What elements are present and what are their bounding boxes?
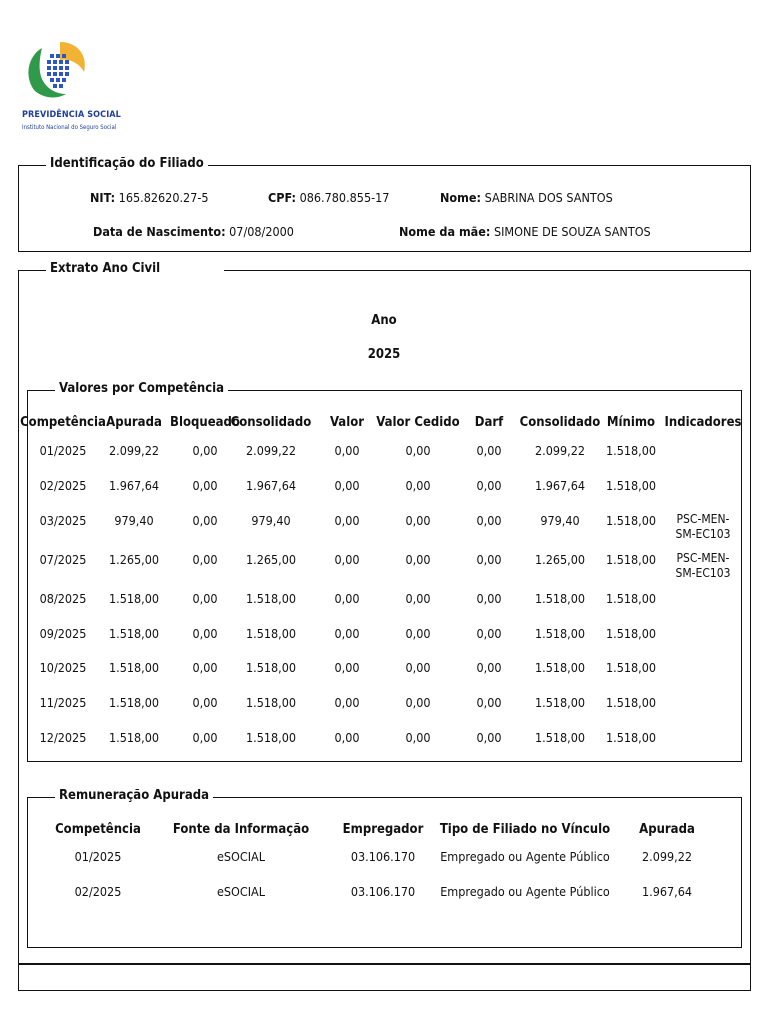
valores-cell: 1.265,00 [245,552,297,567]
remuneracao-cell: 1.967,64 [641,884,693,899]
valores-cell: 1.518,00 [605,591,657,606]
remuneracao-cell: 02/2025 [74,884,122,899]
valores-cell: 2.099,22 [108,443,160,458]
valores-cell: 1.518,00 [108,626,160,641]
valores-cell: 0,00 [405,443,431,458]
valores-cell: 0,00 [405,695,431,710]
valores-cell: 0,00 [476,730,502,745]
valores-cell: 1.518,00 [605,513,657,528]
valores-cell: 1.265,00 [534,552,586,567]
remuneracao-header-2: Empregador [342,822,424,837]
valores-cell: 1.518,00 [605,660,657,675]
valores-header-6: Darf [474,415,504,430]
valores-cell: 0,00 [476,478,502,493]
nit-value: 165.82620.27-5 [118,190,209,205]
valores-cell: 08/2025 [39,591,87,606]
valores-cell: 0,00 [192,695,218,710]
logo-title: PREVIDÊNCIA SOCIAL [22,110,121,120]
valores-cell: 1.967,64 [108,478,160,493]
remuneracao-cell: 03.106.170 [350,884,416,899]
remuneracao-cell: 01/2025 [74,849,122,864]
remuneracao-header-3: Tipo de Filiado no Vínculo [439,822,611,837]
valores-cell: 1.518,00 [534,730,586,745]
valores-cell: 1.518,00 [605,730,657,745]
valores-cell: 0,00 [405,478,431,493]
remuneracao-cell: 2.099,22 [641,849,693,864]
valores-cell: 0,00 [405,626,431,641]
valores-cell: 1.518,00 [534,591,586,606]
valores-cell: 1.518,00 [108,730,160,745]
nascimento-label: Data de Nascimento: [93,224,226,239]
valores-cell: 0,00 [334,626,360,641]
valores-cell: 0,00 [405,730,431,745]
valores-cell: 0,00 [192,660,218,675]
valores-header-0: Competência [20,415,106,430]
valores-cell: 979,40 [114,513,154,528]
valores-cell: 0,00 [192,730,218,745]
cpf-field [268,190,389,205]
valores-cell: 1.518,00 [605,626,657,641]
valores-cell: 1.518,00 [245,660,297,675]
valores-cell: 1.518,00 [245,695,297,710]
valores-cell: 01/2025 [39,443,87,458]
valores-cell: 1.518,00 [534,626,586,641]
remuneracao-cell: Empregado ou Agente Público [440,884,610,899]
valores-cell: 0,00 [476,443,502,458]
valores-cell: 1.265,00 [108,552,160,567]
valores-cell: 03/2025 [39,513,87,528]
valores-cell: 979,40 [251,513,291,528]
nome-field [440,190,613,205]
nit-label: NIT: [90,190,116,205]
valores-cell: 10/2025 [39,660,87,675]
valores-cell: 0,00 [334,591,360,606]
previdencia-logo [20,38,121,148]
remuneracao-header-0: Competência [55,822,141,837]
valores-cell: 1.518,00 [605,695,657,710]
valores-header-8: Mínimo [606,415,656,430]
valores-cell: 1.967,64 [245,478,297,493]
valores-cell: 0,00 [476,552,502,567]
remuneracao-header-4: Apurada [639,822,695,837]
logo-subtitle: Instituto Nacional do Seguro Social [22,124,117,131]
ano-label: Ano [371,313,397,328]
valores-cell: 1.518,00 [605,443,657,458]
remuneracao-header-1: Fonte da Informação [172,822,310,837]
valores-cell: 0,00 [476,591,502,606]
valores-header-2: Bloqueado [170,415,240,430]
valores-cell: 0,00 [476,626,502,641]
valores-cell: 0,00 [405,660,431,675]
valores-cell: 0,00 [476,695,502,710]
valores-cell: 0,00 [334,513,360,528]
nome-value: SABRINA DOS SANTOS [484,190,613,205]
valores-cell: 0,00 [334,443,360,458]
valores-header-5: Valor Cedido [376,415,460,430]
valores-header-4: Valor [329,415,365,430]
valores-cell: 0,00 [192,443,218,458]
valores-cell: 1.967,64 [534,478,586,493]
valores-cell: 07/2025 [39,552,87,567]
remuneracao-cell: 03.106.170 [350,849,416,864]
valores-cell: 0,00 [334,730,360,745]
valores-cell: 1.518,00 [605,478,657,493]
valores-cell: 0,00 [192,552,218,567]
mae-field [399,224,651,239]
mae-label: Nome da mãe: [399,224,491,239]
valores-cell: 0,00 [334,660,360,675]
remuneracao-legend: Remuneração Apurada [55,788,213,804]
valores-header-9: Indicadores [664,415,742,430]
nascimento-value: 07/08/2000 [229,224,294,239]
remuneracao-section [27,797,742,948]
valores-cell: 1.518,00 [108,695,160,710]
valores-cell: 0,00 [405,513,431,528]
valores-cell: 979,40 [540,513,580,528]
valores-indicador: PSC-MEN-SM-EC103 [675,551,731,580]
cpf-value: 086.780.855-17 [299,190,390,205]
remuneracao-cell: Empregado ou Agente Público [440,849,610,864]
extrato-legend: Extrato Ano Civil [46,261,224,277]
valores-cell: 0,00 [334,478,360,493]
valores-cell: 0,00 [405,552,431,567]
valores-cell: 1.518,00 [605,552,657,567]
valores-header-7: Consolidado [519,415,601,430]
nit-field [90,190,209,205]
mae-value: SIMONE DE SOUZA SANTOS [493,224,651,239]
valores-cell: 2.099,22 [245,443,297,458]
valores-cell: 0,00 [476,660,502,675]
valores-cell: 1.518,00 [108,660,160,675]
valores-cell: 02/2025 [39,478,87,493]
ano-value: 2025 [367,347,401,362]
valores-cell: 0,00 [334,552,360,567]
valores-cell: 1.518,00 [245,626,297,641]
valores-indicador: PSC-MEN-SM-EC103 [675,512,731,541]
valores-cell: 0,00 [334,695,360,710]
valores-cell: 1.518,00 [108,591,160,606]
valores-cell: 0,00 [405,591,431,606]
valores-cell: 1.518,00 [245,591,297,606]
valores-cell: 12/2025 [39,730,87,745]
valores-cell: 09/2025 [39,626,87,641]
nome-label: Nome: [440,190,481,205]
valores-legend: Valores por Competência [55,381,228,397]
valores-header-3: Consolidado [230,415,312,430]
valores-cell: 1.518,00 [534,660,586,675]
valores-header-1: Apurada [106,415,162,430]
valores-cell: 0,00 [192,626,218,641]
footer-box [18,963,751,991]
valores-cell: 2.099,22 [534,443,586,458]
valores-cell: 0,00 [192,591,218,606]
valores-cell: 1.518,00 [245,730,297,745]
valores-cell: 11/2025 [39,695,87,710]
valores-cell: 0,00 [192,478,218,493]
nascimento-field [93,224,294,239]
cpf-label: CPF: [268,190,296,205]
valores-cell: 0,00 [476,513,502,528]
logo-emblem-icon [20,38,90,108]
filiado-legend: Identificação do Filiado [46,156,208,172]
valores-cell: 1.518,00 [534,695,586,710]
remuneracao-cell: eSOCIAL [216,849,266,864]
remuneracao-cell: eSOCIAL [216,884,266,899]
valores-cell: 0,00 [192,513,218,528]
